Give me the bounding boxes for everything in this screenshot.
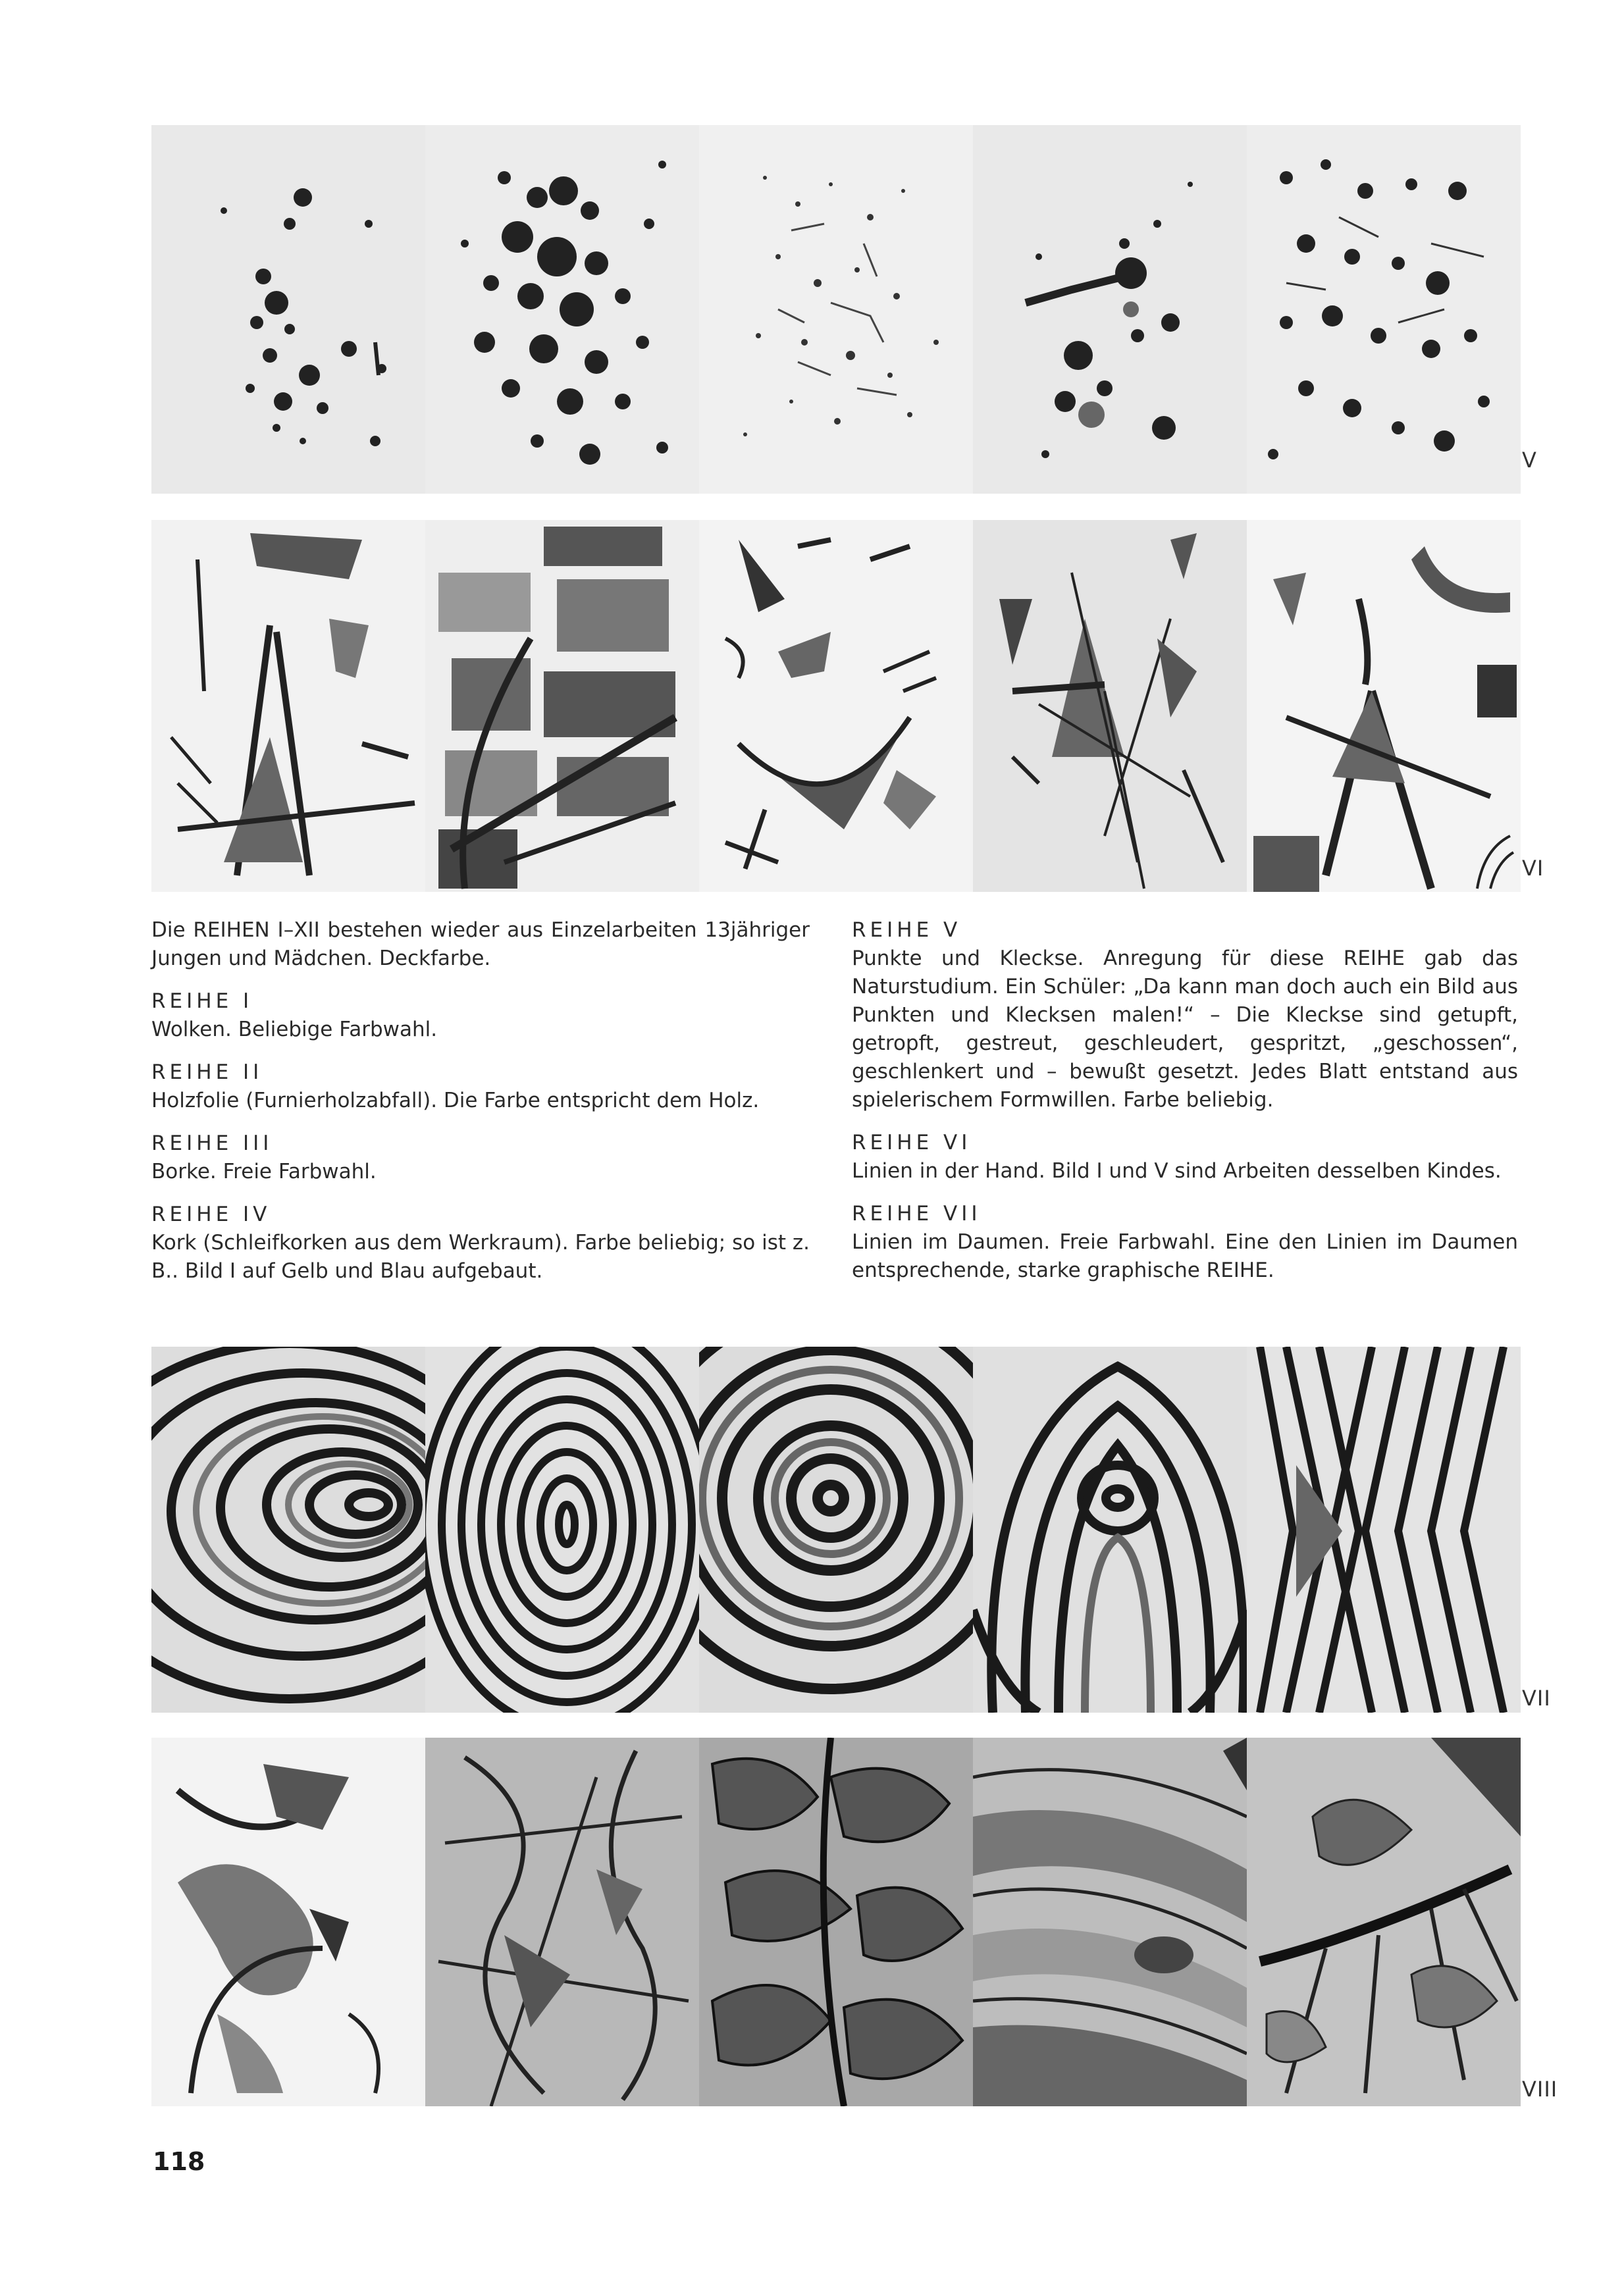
- vein-painting-5: [1247, 1738, 1521, 2106]
- heading-reihe-vi: REIHE VI: [852, 1131, 972, 1155]
- heading-reihe-iv: REIHE IV: [151, 1203, 271, 1226]
- row-label-vi: VI: [1522, 856, 1544, 881]
- vein-painting-1: [151, 1738, 425, 2106]
- splatter-painting-3: [699, 125, 973, 494]
- text-reihe-iv: Kork (Schleifkorken aus dem Werkraum). Farbe beliebig; so ist z. B.. Bild I auf Gelb und Blau aufgebaut.: [151, 1231, 810, 1283]
- text-reihe-ii: Holzfolie (Furnierholzabfall). Die Farbe entspricht dem Holz.: [151, 1089, 760, 1112]
- heading-reihe-i: REIHE I: [151, 989, 253, 1013]
- text-reihe-vii: Linien im Daumen. Freie Farbwahl. Eine den Linien im Daumen entsprechende, starke graphische REIHE.: [852, 1230, 1518, 1282]
- thumbprint-painting-4: [973, 1347, 1247, 1713]
- figure-row-vi: [151, 520, 1544, 892]
- intro-text: Die REIHEN I–XII bestehen wieder aus Einzelarbeiten 13jähriger Jungen und Mädchen. Deckfarbe.: [151, 918, 810, 970]
- splatter-painting-1: [151, 125, 425, 494]
- splatter-painting-2: [425, 125, 699, 494]
- text-column-right: [852, 916, 1518, 1285]
- text-reihe-v: Punkte und Kleckse. Anregung für diese REIHE gab das Naturstudium. Ein Schüler: „Da kann man doch auch ein Bild aus Punkten und Klecksen malen!“ – Die Kleckse sind getupft, getropft, gestreut, geschleudert, gespritzt, „geschossen“, geschlenkert und – bewußt gesetzt. Jedes Blatt entstand aus spielerischem Formwillen. Farbe beliebig.: [852, 947, 1518, 1112]
- row-label-viii: VIII: [1522, 2077, 1558, 2102]
- line-painting-3: [699, 520, 973, 892]
- thumbprint-painting-5: [1247, 1347, 1521, 1713]
- line-painting-4: [973, 520, 1247, 892]
- heading-reihe-ii: REIHE II: [151, 1060, 263, 1084]
- heading-reihe-iii: REIHE III: [151, 1131, 273, 1155]
- line-painting-2: [425, 520, 699, 892]
- heading-reihe-v: REIHE V: [852, 918, 962, 942]
- text-reihe-i: Wolken. Beliebige Farbwahl.: [151, 1018, 438, 1041]
- splatter-painting-4: [973, 125, 1247, 494]
- vein-painting-2: [425, 1738, 699, 2106]
- vein-painting-3: [699, 1738, 973, 2106]
- vein-painting-4: [973, 1738, 1247, 2106]
- figure-row-vii: [151, 1347, 1551, 1713]
- text-column-left: [151, 916, 810, 1285]
- line-painting-5: [1247, 520, 1521, 892]
- thumbprint-painting-3: [699, 1347, 973, 1713]
- figure-row-viii: [151, 1738, 1558, 2106]
- thumbprint-painting-2: [425, 1347, 699, 1713]
- text-reihe-iii: Borke. Freie Farbwahl.: [151, 1160, 377, 1183]
- figure-row-v: [151, 125, 1537, 494]
- row-label-vii: VII: [1522, 1686, 1551, 1711]
- thumbprint-painting-1: [151, 1347, 425, 1713]
- text-reihe-vi: Linien in der Hand. Bild I und V sind Arbeiten desselben Kindes.: [852, 1159, 1502, 1183]
- page-number: 118: [153, 2147, 205, 2176]
- heading-reihe-vii: REIHE VII: [852, 1202, 982, 1226]
- line-painting-1: [151, 520, 425, 892]
- splatter-painting-5: [1247, 125, 1521, 494]
- row-label-v: V: [1522, 448, 1537, 473]
